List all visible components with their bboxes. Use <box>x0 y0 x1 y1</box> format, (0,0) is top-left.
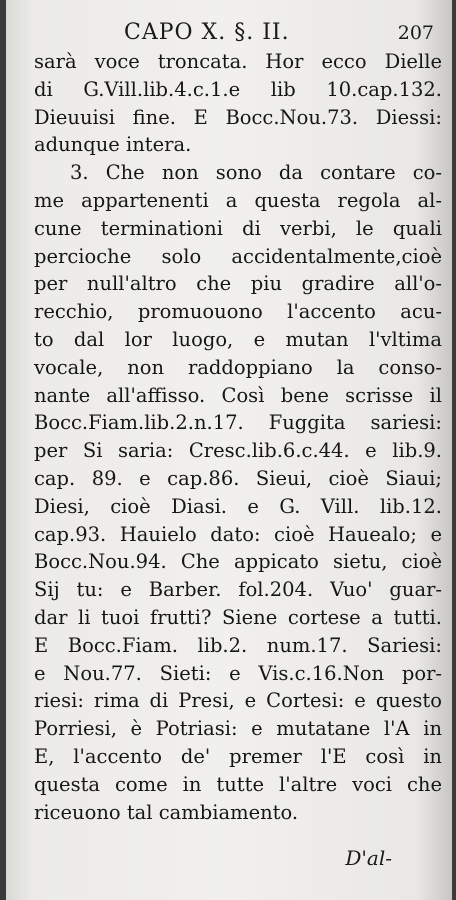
text-line: E, l'accento de' premer l'E così in <box>34 744 442 768</box>
text-line: riceuono tal cambiamento. <box>34 800 299 824</box>
text-line: 3. Che non sono da contare co- <box>70 161 442 185</box>
text-line: dar li tuoi frutti? Siene cortese a tutti. <box>34 605 442 629</box>
text-line: per Si saria: Cresc.lib.6.c.44. e lib.9. <box>34 439 442 463</box>
catchword: D'al- <box>345 846 392 870</box>
text-line: Dieuuisi fine. E Bocc.Nou.73. Diessi: <box>34 105 442 129</box>
text-line: per null'altro che piu gradire all'o- <box>34 272 442 296</box>
text-line: percioche solo accidentalmente,cioè <box>34 244 442 268</box>
running-header <box>124 20 434 50</box>
page-number: 207 <box>397 22 434 44</box>
text-line: cap. 89. e cap.86. Sieui, cioè Siaui; <box>34 466 442 490</box>
text-line: Bocc.Nou.94. Che appicato sietu, cioè <box>34 550 442 574</box>
running-title: CAPO X. §. II. <box>124 20 290 45</box>
text-line: Porriesi, è Potriasi: e mutatane l'A in <box>34 717 442 741</box>
text-line: Sij tu: e Barber. fol.204. Vuo' guar- <box>34 578 442 602</box>
text-line: cune terminationi di verbi, le quali <box>34 216 442 240</box>
text-line: adunque intera. <box>34 133 192 157</box>
text-line: sarà voce troncata. Hor ecco Dielle <box>34 50 442 73</box>
text-line: di G.Vill.lib.4.c.1.e lib 10.cap.132. <box>34 77 442 101</box>
body-text <box>34 48 442 826</box>
text-line: to dal lor luogo, e mutan l'vltima <box>34 327 442 351</box>
text-line: nante all'affisso. Così bene scrisse il <box>34 383 442 407</box>
text-line: questa come in tutte l'altre voci che <box>34 772 442 796</box>
book-page <box>6 0 452 900</box>
text-line: riesi: rima di Presi, e Cortesi: e questo <box>34 689 442 713</box>
text-line: E Bocc.Fiam. lib.2. num.17. Sariesi: <box>34 633 442 657</box>
text-line: recchio, promuouono l'accento acu- <box>34 300 442 324</box>
text-line: cap.93. Hauielo dato: cioè Hauealo; e <box>34 522 442 546</box>
text-line: me appartenenti a questa regola al- <box>34 188 442 212</box>
text-line: vocale, non raddoppiano la conso- <box>34 355 442 379</box>
text-line: Diesi, cioè Diasi. e G. Vill. lib.12. <box>34 494 442 518</box>
text-line: e Nou.77. Sieti: e Vis.c.16.Non por- <box>34 661 442 685</box>
text-line: Bocc.Fiam.lib.2.n.17. Fuggita sariesi: <box>34 411 442 435</box>
